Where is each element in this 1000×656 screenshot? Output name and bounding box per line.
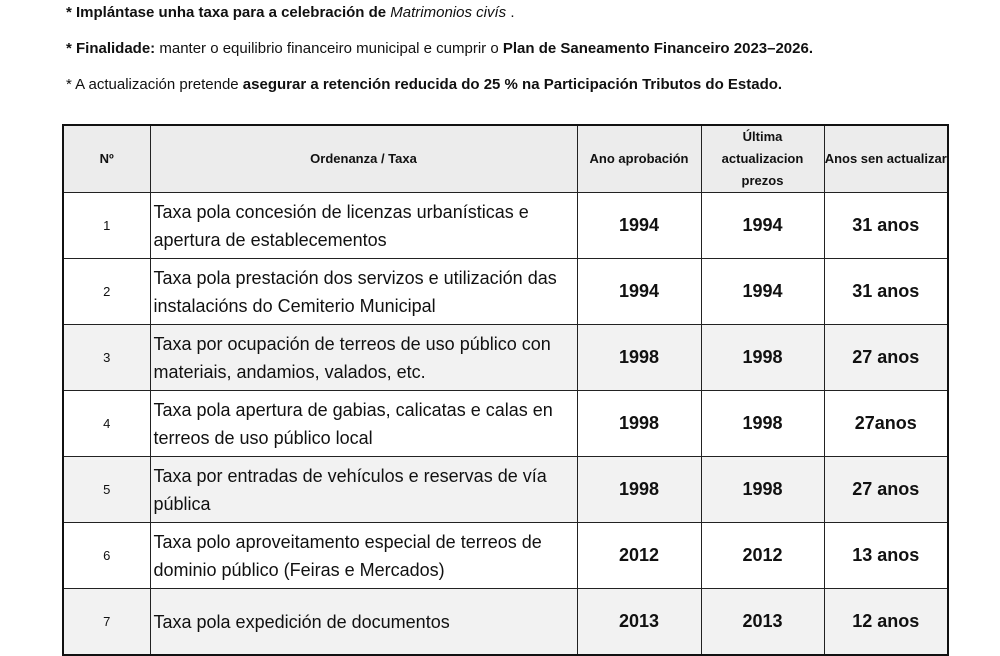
row-ordinance: Taxa por entradas de vehículos e reservas de vía pública (150, 457, 577, 523)
row-ordinance: Taxa pola expedición de documentos (150, 589, 577, 656)
row-years: 31 anos (824, 193, 948, 259)
bullet-update-aim (66, 76, 782, 93)
header-approval-year: Ano aprobación (577, 125, 701, 193)
row-ordinance: Taxa pola prestación dos servizos e utilización das instalacións do Cemiterio Municipal (150, 259, 577, 325)
row-years: 31 anos (824, 259, 948, 325)
bullet-purpose-text: manter o equilibrio financeiro municipal e cumprir o (155, 40, 503, 57)
bullet-purpose-label: * Finalidade: (66, 40, 156, 57)
row-approval-year: 1998 (577, 391, 701, 457)
row-ordinance: Taxa polo aproveitamento especial de terreos de dominio público (Feiras e Mercados) (150, 523, 577, 589)
bullet-update-aim-goal: asegurar a retención reducida do 25 % na Participación Tributos do Estado. (242, 76, 783, 93)
bullet-purpose (66, 40, 813, 57)
bullet-new-tax-lead: * Implántase unha taxa para a celebración de (66, 4, 391, 21)
bullet-new-tax-subject: Matrimonios civís (390, 4, 507, 21)
row-years: 13 anos (824, 523, 948, 589)
row-ordinance: Taxa pola apertura de gabias, calicatas e calas en terreos de uso público local (150, 391, 577, 457)
table-row (63, 391, 948, 457)
row-last-update: 1998 (701, 457, 824, 523)
table-row (63, 589, 948, 656)
row-number: 7 (63, 589, 150, 656)
row-number: 1 (63, 193, 150, 259)
row-number: 3 (63, 325, 150, 391)
row-approval-year: 1998 (577, 457, 701, 523)
row-last-update: 2013 (701, 589, 824, 656)
table-row (63, 193, 948, 259)
row-last-update: 2012 (701, 523, 824, 589)
row-last-update: 1998 (701, 325, 824, 391)
header-years-without-update: Anos sen actualizar (824, 125, 948, 193)
row-ordinance: Taxa por ocupación de terreos de uso público con materiais, andamios, valados, etc. (150, 325, 577, 391)
header-ordinance: Ordenanza / Taxa (150, 125, 577, 193)
row-number: 6 (63, 523, 150, 589)
row-last-update: 1998 (701, 391, 824, 457)
row-years: 27 anos (824, 325, 948, 391)
row-number: 5 (63, 457, 150, 523)
table-row (63, 457, 948, 523)
table-header-row (63, 125, 948, 193)
bullet-purpose-plan: Plan de Saneamento Financeiro 2023–2026. (502, 40, 814, 57)
table-row (63, 325, 948, 391)
row-last-update: 1994 (701, 193, 824, 259)
header-last-update: Última actualizacion prezos (701, 125, 824, 193)
row-number: 2 (63, 259, 150, 325)
row-number: 4 (63, 391, 150, 457)
bullet-new-tax-end: . (506, 4, 515, 21)
header-number: Nº (63, 125, 150, 193)
bullet-new-tax (66, 4, 515, 21)
row-years: 12 anos (824, 589, 948, 656)
row-years: 27 anos (824, 457, 948, 523)
row-last-update: 1994 (701, 259, 824, 325)
row-ordinance: Taxa pola concesión de licenzas urbanísticas e apertura de establecementos (150, 193, 577, 259)
row-approval-year: 1994 (577, 193, 701, 259)
row-approval-year: 2012 (577, 523, 701, 589)
bullet-update-aim-lead: * A actualización pretende (66, 76, 243, 93)
table-row (63, 259, 948, 325)
row-approval-year: 1998 (577, 325, 701, 391)
row-approval-year: 1994 (577, 259, 701, 325)
table-row (63, 523, 948, 589)
row-approval-year: 2013 (577, 589, 701, 656)
ordinances-table (62, 124, 949, 656)
row-years: 27anos (824, 391, 948, 457)
